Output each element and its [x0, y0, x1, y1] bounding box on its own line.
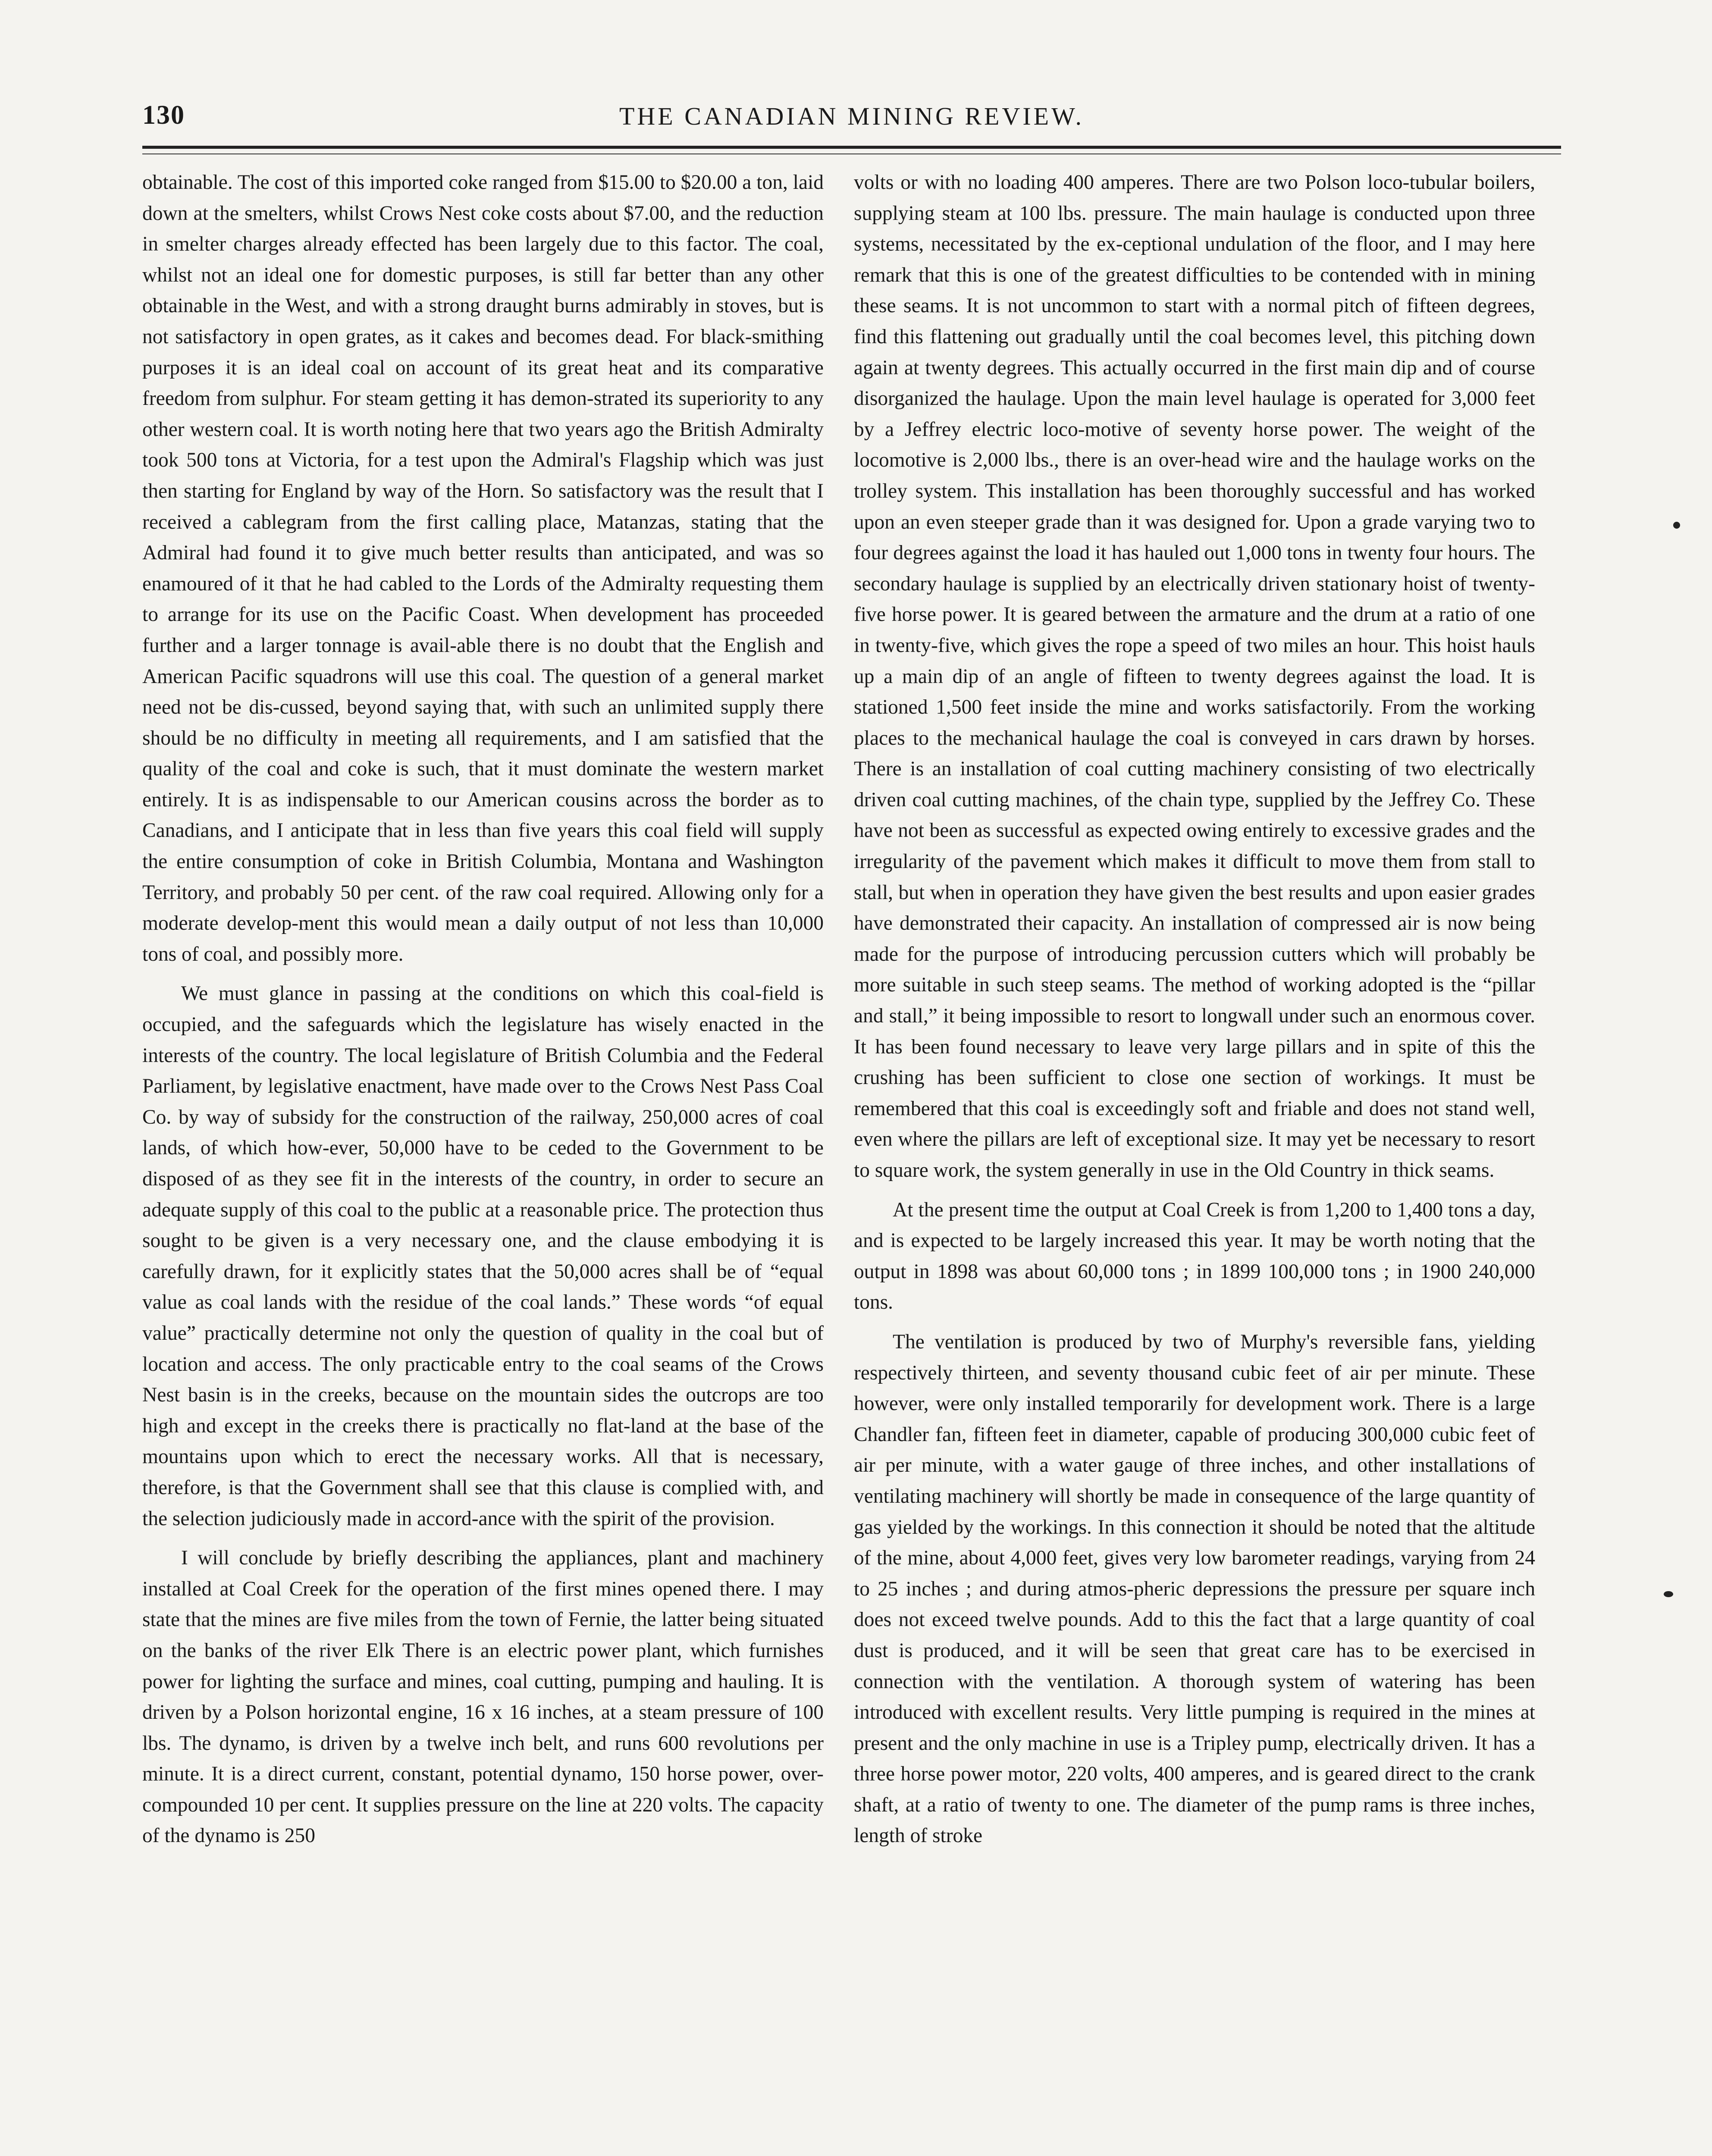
running-title: THE CANADIAN MINING REVIEW. — [619, 102, 1085, 130]
right-paragraph-2: At the present time the output at Coal Creek is from 1,200 to 1,400 tons a day, and is expected to be largely increased this year. It may be worth noting that the output in 1898 was about 60,000 tons ; in 1899 100,000 tons ; in 1900 240,000 tons. — [854, 1198, 1535, 1314]
left-paragraph-1: obtainable. The cost of this imported coke ranged from $15.00 to $20.00 a ton, laid down at the smelters, whilst Crows Nest coke costs about $7.00, and the reduction in smelter charges already effected has been largely due to this factor. The coal, whilst not an ideal one for domestic purposes, is still far better than any other obtainable in the West, and with a strong draught burns admirably in stoves, but is not satisfactory in open grates, as it cakes and becomes dead. For black-smithing purposes it is an ideal coal on account of its great heat and its comparative freedom from sulphur. For steam getting it has demon-strated its superiority to any other western coal. It is worth noting here that two years ago the British Admiralty took 500 tons at Victoria, for a test upon the Admiral's Flagship which was just then starting for England by way of the Horn. So satisfactory was the result that I received a cablegram from the first calling place, Matanzas, stating that the Admiral had found it to give much better results than anticipated, and was so enamoured of it that he had cabled to the Lords of the Admiralty requesting them to arrange for its use on the Pacific Coast. When development has proceeded further and a larger tonnage is avail-able there is no doubt that the English and American Pacific squadrons will use this coal. The question of a general market need not be dis-cussed, beyond saying that, with such an unlimited supply there should be no difficulty in meeting all requirements, and I am satisfied that the quality of the coal and coke is such, that it must dominate the western market entirely. It is as indispensable to our American cousins across the border as to Canadians, and I anticipate that in less than five years this coal field will supply the entire consumption of coke in British Columbia, Montana and Washington Territory, and probably 50 per cent. of the raw coal required. Allowing only for a moderate develop-ment this would mean a daily output of not less than 10,000 tons of coal, and possibly more. — [142, 171, 824, 965]
ink-speck — [1664, 1591, 1673, 1597]
header-rule-thick — [142, 146, 1561, 149]
left-paragraph-3: I will conclude by briefly describing the appliances, plant and machinery installed at Coal Creek for the operation of the first mines opened there. I may state that the mines are five miles from the town of Fernie, the latter being situated on the banks of the river Elk There is an electric power plant, which furnishes power for lighting the surface and mines, coal cutting, pumping and hauling. It is driven by a Polson horizontal engine, 16 x 16 inches, at a steam pressure of 100 lbs. The dynamo, is driven by a twelve inch belt, and runs 600 revolutions per minute. It is a direct current, constant, potential dynamo, 150 horse power, over-compounded 10 per cent. It supplies pressure on the line at 220 volts. The capacity of the dynamo is 250 — [142, 1547, 824, 1847]
left-column — [142, 167, 824, 2095]
right-column — [854, 167, 1535, 2095]
right-paragraph-3: The ventilation is produced by two of Murphy's reversible fans, yielding respectively thirteen, and seventy thousand cubic feet of air per minute. These however, were only installed temporarily for development work. There is a large Chandler fan, fifteen feet in diameter, capable of producing 300,000 cubic feet of air per minute, with a water gauge of three inches, and other installations of ventilating machinery will shortly be made in consequence of the large quantity of gas yielded by the workings. In this connection it should be noted that the altitude of the mine, about 4,000 feet, gives very low barometer readings, varying from 24 to 25 inches ; and during atmos-pheric depressions the pressure per square inch does not exceed twelve pounds. Add to this the fact that a large quantity of coal dust is produced, and it will be seen that great care has to be exercised in connection with the ventilation. A thorough system of watering has been introduced with excellent results. Very little pumping is required in the mines at present and the only machine in use is a Tripley pump, electrically driven. It has a three horse power motor, 220 volts, 400 amperes, and is geared direct to the crank shaft, at a ratio of twenty to one. The diameter of the pump rams is three inches, length of stroke — [854, 1330, 1535, 1847]
right-paragraph-1: volts or with no loading 400 amperes. There are two Polson loco-tubular boilers, supplying steam at 100 lbs. pressure. The main haulage is conducted upon three systems, necessitated by the ex-ceptional undulation of the floor, and I may here remark that this is one of the greatest difficulties to be contended with in mining these seams. It is not uncommon to start with a normal pitch of fifteen degrees, find this flattening out gradually until the coal becomes level, this pitching down again at twenty degrees. This actually occurred in the first main dip and of course disorganized the haulage. Upon the main level haulage is operated for 3,000 feet by a Jeffrey electric loco-motive of seventy horse power. The weight of the locomotive is 2,000 lbs., there is an over-head wire and the haulage works on the trolley system. This installation has been thoroughly successful and has worked upon an even steeper grade than it was designed for. Upon a grade varying two to four degrees against the load it has hauled out 1,000 tons in twenty four hours. The secondary haulage is supplied by an electrically driven stationary hoist of twenty-five horse power. It is geared between the armature and the drum at a ratio of one in twenty-five, which gives the rope a speed of two miles an hour. This hoist hauls up a main dip of an angle of fifteen to twenty degrees against the load. It is stationed 1,500 feet inside the mine and works satisfactorily. From the working places to the mechanical haulage the coal is conveyed in cars drawn by horses. There is an installation of coal cutting machinery consisting of two electrically driven coal cutting machines, of the chain type, supplied by the Jeffrey Co. These have not been as successful as expected owing entirely to excessive grades and the irregularity of the pavement which makes it difficult to move them from stall to stall, but when in operation they have given the best results and upon easier grades have demonstrated their capacity. An installation of compressed air is now being made for the purpose of introducing percussion cutters which will probably be more suitable in such steep seams. The method of working adopted is the “pillar and stall,” it being impossible to resort to longwall under such an enormous cover. It has been found necessary to leave very large pillars and in spite of this the crushing has been sufficient to close one section of workings. It must be remembered that this coal is exceedingly soft and friable and does not stand well, even where the pillars are left of exceptional size. It may yet be necessary to resort to square work, the system generally in use in the Old Country in thick seams. — [854, 171, 1535, 1181]
page-number: 130 — [142, 100, 185, 130]
ink-speck — [1673, 522, 1680, 529]
page-header — [142, 100, 1561, 135]
left-paragraph-2: We must glance in passing at the conditions on which this coal-field is occupied, and the safeguards which the legislature has wisely enacted in the interests of the country. The local legislature of British Columbia and the Federal Parliament, by legislative enactment, have made over to the Crows Nest Pass Coal Co. by way of subsidy for the construction of the railway, 250,000 acres of coal lands, of which how-ever, 50,000 have to be ceded to the Government to be disposed of as they see fit in the interests of the country, in order to secure an adequate supply of this coal to the public at a reasonable price. The protection thus sought to be given is a very necessary one, and the clause embodying it is carefully drawn, for it explicitly states that the 50,000 acres shall be of “equal value as coal lands with the residue of the coal lands.” These words “of equal value” practically determine not only the question of quality in the coal but of location and access. The only practicable entry to the coal seams of the Crows Nest basin is in the creeks, because on the mountain sides the outcrops are too high and except in the creeks there is practically no flat-land at the base of the mountains upon which to erect the necessary works. All that is necessary, therefore, is that the Government shall see that this clause is complied with, and the selection judiciously made in accord-ance with the spirit of the provision. — [142, 982, 824, 1530]
